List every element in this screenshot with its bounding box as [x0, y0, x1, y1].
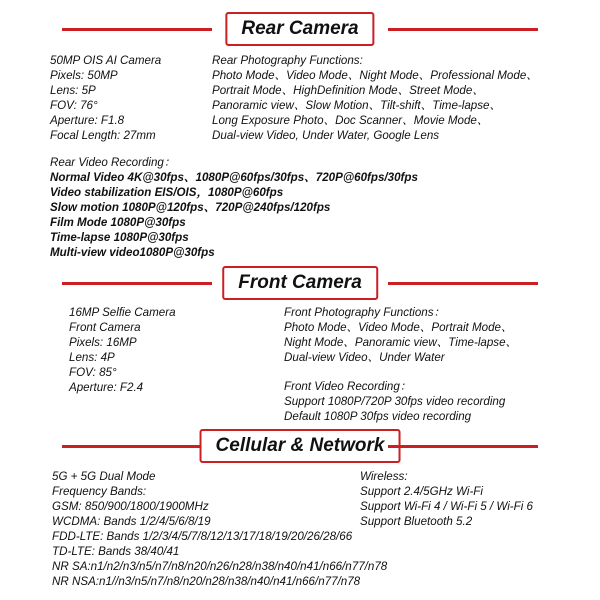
- video-heading: Rear Video Recording：: [50, 156, 176, 169]
- header-divider-left: [62, 445, 212, 448]
- band-line: GSM: 850/900/1800/1900MHz: [52, 500, 209, 513]
- function-line: Dual-view Video, Under Water, Google Lens: [212, 129, 440, 142]
- function-line: Panoramic view、Slow Motion、Tilt-shift、Time-lapse、: [212, 99, 502, 112]
- cellular-bands: [52, 469, 387, 589]
- spec-line: Lens: 4P: [69, 351, 115, 364]
- function-line: Photo Mode、Video Mode、Night Mode、Professional Mode、: [212, 69, 538, 82]
- video-heading: Front Video Recording：: [284, 380, 412, 393]
- band-line: NR SA:n1/n2/n3/n5/n7/n8/n20/n26/n28/n38/n40/n41/n66/n77/n78: [52, 560, 388, 573]
- function-line: Photo Mode、Video Mode、Portrait Mode、: [284, 321, 513, 334]
- spec-line: FOV: 85°: [69, 366, 117, 379]
- video-line: Video stabilization EIS/OIS，1080P@60fps: [50, 186, 284, 199]
- function-line: Front Photography Functions：: [284, 306, 446, 319]
- header-divider-left: [62, 282, 212, 285]
- rear-photography-functions: [212, 53, 538, 143]
- band-line: TD-LTE: Bands 38/40/41: [52, 545, 180, 558]
- video-line: Multi-view video1080P@30fps: [50, 246, 215, 259]
- front-video-recording: [284, 379, 505, 424]
- spec-line: Aperture: F1.8: [50, 114, 125, 127]
- band-line: WCDMA: Bands 1/2/4/5/6/8/19: [52, 515, 211, 528]
- header-divider-right: [388, 282, 538, 285]
- function-line: Night Mode、Panoramic view、Time-lapse、: [284, 336, 518, 349]
- function-line: Long Exposure Photo、Doc Scanner、Movie Mode、: [212, 114, 489, 127]
- front-camera-specs: [69, 305, 176, 395]
- wireless-line: Wireless:: [360, 470, 408, 483]
- video-line: Support 1080P/720P 30fps video recording: [284, 395, 506, 408]
- front-camera-title: Front Camera: [222, 266, 378, 300]
- video-line: Time-lapse 1080P@30fps: [50, 231, 189, 244]
- spec-line: FOV: 76°: [50, 99, 98, 112]
- band-line: FDD-LTE: Bands 1/2/3/4/5/7/8/12/13/17/18/19/20/26/28/66: [52, 530, 353, 543]
- spec-line: 16MP Selfie Camera: [69, 306, 176, 319]
- header-divider-right: [388, 28, 538, 31]
- rear-camera-header: [0, 12, 600, 46]
- function-line: Portrait Mode、HighDefinition Mode、Street Mode、: [212, 84, 484, 97]
- wireless-specs: [360, 469, 533, 529]
- video-line: Film Mode 1080P@30fps: [50, 216, 186, 229]
- spec-line: Focal Length: 27mm: [50, 129, 156, 142]
- band-line: NR NSA:n1//n3/n5/n7/n8/n20/n28/n38/n40/n41/n66/n77/n78: [52, 575, 361, 588]
- function-line: Rear Photography Functions:: [212, 54, 363, 67]
- band-line: 5G + 5G Dual Mode: [52, 470, 156, 483]
- wireless-line: Support 2.4/5GHz Wi-Fi: [360, 485, 483, 498]
- header-divider-right: [388, 445, 538, 448]
- spec-line: Pixels: 50MP: [50, 69, 118, 82]
- spec-line: Lens: 5P: [50, 84, 96, 97]
- wireless-line: Support Bluetooth 5.2: [360, 515, 473, 528]
- header-divider-left: [62, 28, 212, 31]
- video-line: Slow motion 1080P@120fps、720P@240fps/120fps: [50, 201, 331, 214]
- front-photography-functions: [284, 305, 517, 365]
- rear-video-recording: [50, 155, 418, 260]
- spec-line: Pixels: 16MP: [69, 336, 137, 349]
- rear-camera-specs: [50, 53, 161, 143]
- video-line: Default 1080P 30fps video recording: [284, 410, 472, 423]
- rear-camera-title: Rear Camera: [225, 12, 374, 46]
- band-line: Frequency Bands:: [52, 485, 147, 498]
- video-line: Normal Video 4K@30fps、1080P@60fps/30fps、720P@60fps/30fps: [50, 171, 418, 184]
- spec-line: 50MP OIS AI Camera: [50, 54, 162, 67]
- cellular-network-header: [0, 429, 600, 463]
- spec-line: Aperture: F2.4: [69, 381, 144, 394]
- front-camera-header: [0, 266, 600, 300]
- wireless-line: Support Wi-Fi 4 / Wi-Fi 5 / Wi-Fi 6: [360, 500, 533, 513]
- function-line: Dual-view Video、Under Water: [284, 351, 445, 364]
- cellular-network-title: Cellular & Network: [200, 429, 401, 463]
- spec-line: Front Camera: [69, 321, 141, 334]
